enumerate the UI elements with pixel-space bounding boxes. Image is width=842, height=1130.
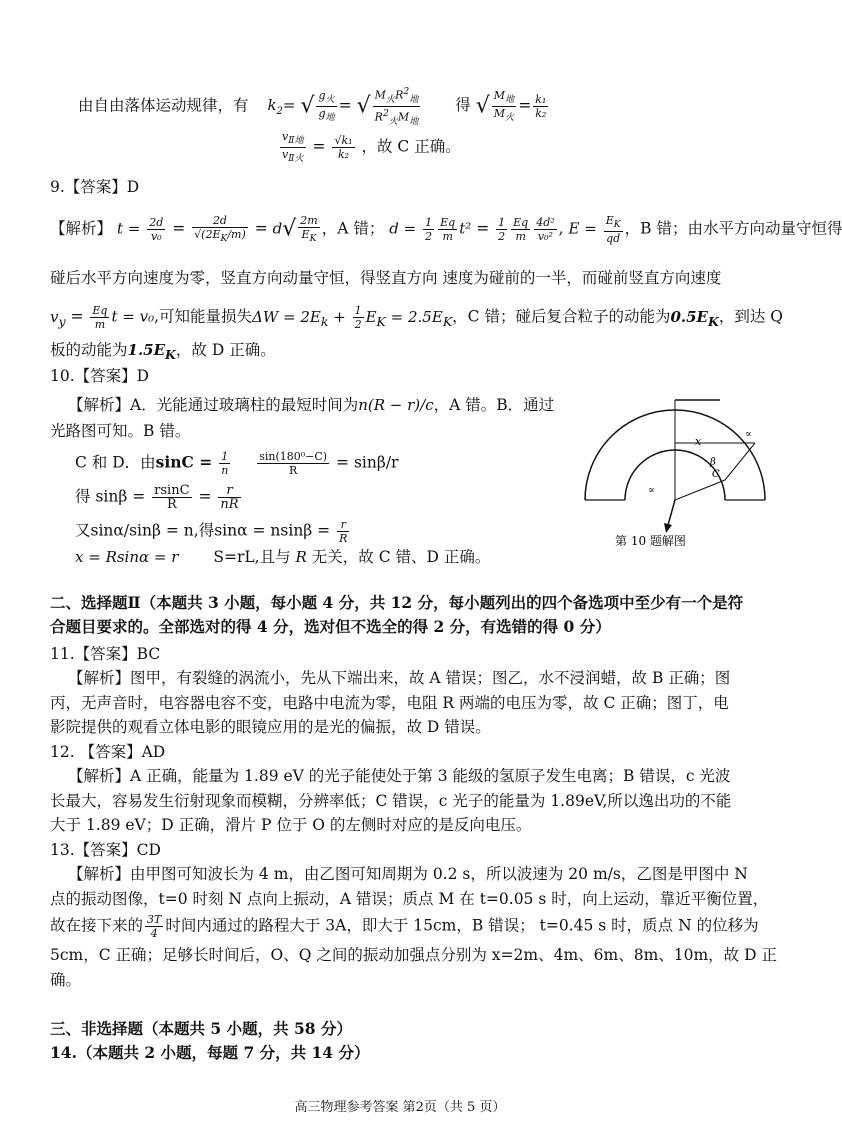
q13-analysis-line1: 【解析】由甲图可知波长为 4 m，由乙图可知周期为 0.2 s，所以波速为 20 m/s，乙图是甲图中 N	[68, 865, 748, 883]
q12-analysis-line3: 大于 1.89 eV；D 正确，滑片 P 位于 O 的左侧时对应的是反向电压。	[50, 816, 532, 834]
q12-analysis-line2: 长最大，容易发生衍射现象而模糊，分辨率低；C 错误，c 光子的能量为 1.89eV,所以逸出功的不能	[50, 792, 732, 810]
q10-answer: 10.【答案】D	[50, 367, 150, 385]
velocity-ratio-line: $\frac{v_{Ⅱ地}}{v_{Ⅱ火}}$ = $\frac{\text{√k₁}}{\text{k₂}}$ ，故 C 正确。	[282, 130, 461, 165]
section-2-heading-b: 合题目要求的。全部选对的得 4 分，选对但不选全的得 2 分，有选错的得 0 分）	[50, 617, 611, 636]
radius-line	[675, 480, 725, 500]
label-alpha-top: ∝	[745, 429, 752, 440]
c-correct-text: ，故 C 正确。	[361, 137, 461, 156]
q12-analysis-line1: 【解析】A 正确，能量为 1.89 eV 的光子能使处于第 3 能级的氢原子发生电离；B 错误，c 光波	[68, 767, 731, 785]
section-3-heading: 三、非选择题（本题共 5 小题，共 58 分）	[50, 1019, 352, 1038]
label-alpha-bottom: ∝	[648, 485, 655, 496]
kepler-line: 由自由落体运动规律，有 $k_2=$ √ $\frac{g_火}{g_地}$ = √ $\frac{M_火R^2_地}{R^2_火M_地}$ 得 √ $\frac{M_地}{M_火}$ = $\frac{\text{k₁}}{\text{k₂}}$	[78, 86, 547, 127]
arrow-head-icon	[664, 523, 672, 533]
q13-analysis-line2: 点的振动图像，t=0 时刻 N 点向上振动，A 错误；质点 M 在 t=0.05 s 时，向上运动，靠近平衡位置，	[50, 890, 769, 908]
label-x: x	[695, 435, 702, 448]
q12-answer: 12. 【答案】AD	[50, 743, 166, 761]
de-label: 得	[455, 96, 471, 115]
ray-refracted	[725, 443, 755, 480]
q10-analysis-line4: 得 sinβ = $\frac{rsinC}{R}$ = $\frac{r}{nR}$	[75, 483, 239, 512]
q9-analysis-line3: $v_y$ = $\frac{Eq}{m}$ t = v₀,可知能量损失$\Delta W = 2E_k$ + $\frac{1}{2}$ $E_K = 2.5E_K$，C 错；碰后复合粒子的动能为$0.5E_K$，到达 Q	[50, 304, 783, 331]
q11-answer: 11.【答案】BC	[50, 645, 161, 663]
q14-heading: 14.（本题共 2 小题，每题 7 分，共 14 分）	[50, 1043, 370, 1062]
exit-ray	[668, 500, 675, 525]
q9-analysis-line2: 碰后水平方向速度为零，竖直方向动量守恒，得竖直方向 速度为碰前的一半，而碰前竖直方向速度	[50, 269, 722, 287]
page-footer: 高三物理参考答案 第2页（共 5 页）	[294, 1100, 506, 1115]
q11-analysis-line2: 丙，无声音时，电容器电容不变，电路中电流为零，电阻 R 两端的电压为零，故 C 正确；图丁，电	[50, 694, 729, 712]
q10-analysis-line5: 又sinα/sinβ = n,得sinα = nsinβ = $\frac{r}{R}$	[75, 518, 348, 545]
q11-analysis-line3: 影院提供的观看立体电影的眼镜应用的是光的偏振，故 D 错误。	[50, 718, 491, 736]
q10-analysis-line1: 【解析】A．光能通过玻璃柱的最短时间为n(R − r)/c，A 错。B．通过	[68, 396, 555, 414]
section-2-heading-a: 二、选择题Ⅱ（本题共 3 小题，每小题 4 分，共 12 分，每小题列出的四个备选项中至少有一个是符	[50, 593, 744, 612]
q13-analysis-line5: 确。	[50, 971, 82, 989]
q13-analysis-line3: 故在接下来的 $\frac{3T}{4}$ 时间内通过的路程大于 3A，即大于 15cm，B 错误； t=0.45 s 时，质点 N 的位移为	[50, 913, 759, 940]
label-C: C	[712, 469, 720, 480]
q9-analysis-line1: 【解析】 t = $\frac{2d}{\text{v₀}}$ = $\frac{2d}{√(2E_K/m)}$ = d√ $\frac{2m}{E_K}$ ，A 错； d = $\frac{1}{2}$ $\frac{Eq}{m}$ t² = $\frac{1}{2}$ $\frac{Eq}{m}$ $\frac{\text{4d²}}{\text{v₀²}}$ , E = $\frac{E_K}{qd}$ ，B 错；由水平方向动量守恒得	[50, 214, 842, 246]
q10-analysis-line3: C 和 D．由sinC = $\frac{1}{n}$ $\frac{\text{sin(180⁰−C)}}{R}$ = sinβ/r	[75, 450, 399, 477]
q11-analysis-line1: 【解析】图甲，有裂缝的涡流小，先从下端出来，故 A 错误；图乙，水不浸润蜡，故 B 正确；图	[68, 669, 731, 687]
figure-caption: 第 10 题解图	[615, 534, 686, 548]
q9-answer: 9.【答案】D	[50, 178, 140, 196]
q10-analysis-line6: x = Rsinα = r S=rL,且与 R 无关，故 C 错、D 正确。	[75, 548, 491, 566]
q13-answer: 13.【答案】CD	[50, 841, 161, 859]
q10-analysis-line2: 光路图可知。B 错。	[50, 422, 191, 440]
q13-analysis-line4: 5cm，C 正确；足够长时间后，O、Q 之间的振动加强点分别为 x=2m、4m、6m、8m、10m，故 D 正	[50, 946, 777, 964]
free-fall-intro: 由自由落体运动规律，有	[78, 96, 249, 115]
q9-analysis-line4: 板的动能为$1.5E_K$，故 D 正确。	[50, 341, 276, 362]
label-beta: β	[710, 457, 716, 468]
k2-var: $k_2=$	[267, 96, 296, 118]
q10-figure	[560, 395, 770, 560]
